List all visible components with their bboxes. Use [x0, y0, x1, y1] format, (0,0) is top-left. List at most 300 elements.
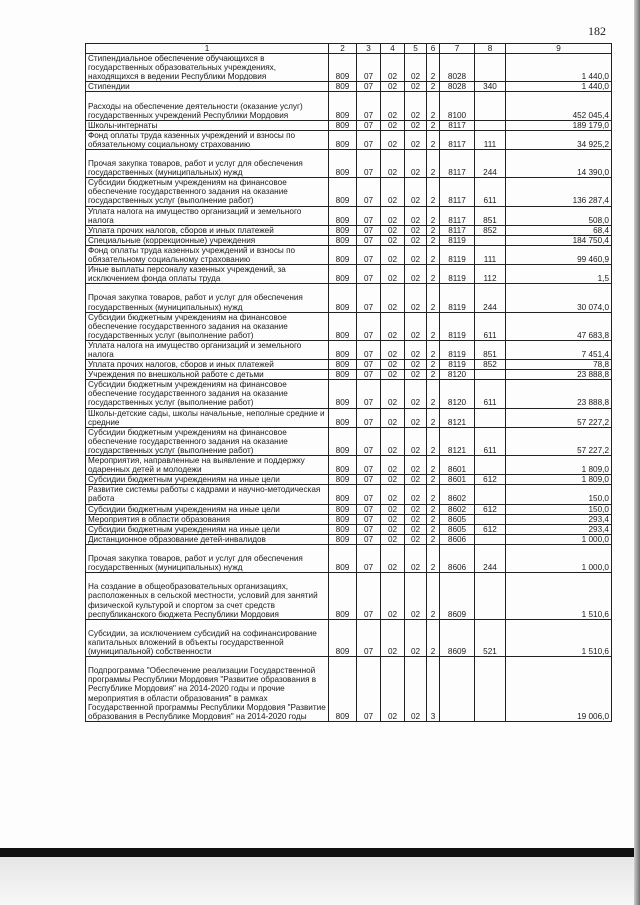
scan-bottom-edge	[0, 848, 640, 857]
row-ministry-code: 809	[329, 544, 357, 572]
row-name: Развитие системы работы с кадрами и научно-методическая работа	[86, 485, 329, 504]
row-name: Уплата налога на имущество организаций и земельного налога	[86, 340, 329, 359]
row-section-code: 07	[357, 130, 381, 149]
row-name: Мероприятия, направленные на выявление и поддержку одаренных детей и молодежи	[86, 456, 329, 475]
row-subsection-code: 02	[381, 92, 405, 120]
row-section-code: 07	[357, 284, 381, 312]
row-subsection-code: 02	[381, 485, 405, 504]
table-row	[86, 284, 612, 312]
table-row	[86, 360, 612, 370]
row-amount: 78,8	[506, 360, 612, 370]
row-program-code: 02	[405, 92, 427, 120]
row-program-code: 02	[405, 206, 427, 225]
table-row	[86, 619, 612, 656]
row-target-code: 8119	[440, 265, 475, 284]
row-expense-type-code	[475, 657, 506, 722]
row-target-code: 8605	[440, 514, 475, 524]
table-row	[86, 514, 612, 524]
row-subprogram-code: 2	[427, 427, 440, 455]
table-row	[86, 380, 612, 408]
row-amount: 1 000,0	[506, 534, 612, 544]
row-target-code: 8117	[440, 120, 475, 130]
table-row	[86, 235, 612, 245]
row-amount: 57 227,2	[506, 427, 612, 455]
row-expense-type-code	[475, 456, 506, 475]
row-target-code	[440, 657, 475, 722]
row-program-code: 02	[405, 149, 427, 177]
row-subprogram-code: 2	[427, 408, 440, 427]
row-subprogram-code: 2	[427, 475, 440, 485]
row-subsection-code: 02	[381, 524, 405, 534]
row-program-code: 02	[405, 408, 427, 427]
row-name: Школы-интернаты	[86, 120, 329, 130]
row-section-code: 07	[357, 360, 381, 370]
row-expense-type-code: 611	[475, 427, 506, 455]
row-program-code: 02	[405, 370, 427, 380]
row-subsection-code: 02	[381, 573, 405, 620]
row-ministry-code: 809	[329, 312, 357, 340]
row-subsection-code: 02	[381, 149, 405, 177]
row-section-code: 07	[357, 524, 381, 534]
row-target-code: 8601	[440, 475, 475, 485]
row-name: Школы-детские сады, школы начальные, неполные средние и средние	[86, 408, 329, 427]
row-subsection-code: 02	[381, 514, 405, 524]
row-section-code: 07	[357, 265, 381, 284]
row-subsection-code: 02	[381, 130, 405, 149]
row-ministry-code: 809	[329, 524, 357, 534]
row-subprogram-code: 2	[427, 235, 440, 245]
row-expense-type-code	[475, 408, 506, 427]
row-name: Уплата налога на имущество организаций и земельного налога	[86, 206, 329, 225]
table-row	[86, 206, 612, 225]
row-target-code: 8602	[440, 504, 475, 514]
row-subsection-code: 02	[381, 380, 405, 408]
table-row	[86, 92, 612, 120]
row-program-code: 02	[405, 245, 427, 264]
row-program-code: 02	[405, 54, 427, 82]
row-subprogram-code: 2	[427, 456, 440, 475]
col-header-subsection: 4	[381, 44, 405, 54]
row-ministry-code: 809	[329, 456, 357, 475]
row-section-code: 07	[357, 225, 381, 235]
row-section-code: 07	[357, 544, 381, 572]
row-ministry-code: 809	[329, 504, 357, 514]
table-row	[86, 178, 612, 206]
row-amount: 1 510,6	[506, 619, 612, 656]
row-expense-type-code	[475, 514, 506, 524]
row-target-code: 8119	[440, 245, 475, 264]
row-expense-type-code	[475, 120, 506, 130]
row-expense-type-code	[475, 92, 506, 120]
table-row	[86, 54, 612, 82]
row-section-code: 07	[357, 370, 381, 380]
col-header-program: 5	[405, 44, 427, 54]
row-section-code: 07	[357, 149, 381, 177]
table-header-row	[86, 44, 612, 54]
row-subsection-code: 02	[381, 312, 405, 340]
row-subsection-code: 02	[381, 360, 405, 370]
row-target-code: 8117	[440, 130, 475, 149]
row-amount: 23 888,8	[506, 370, 612, 380]
row-name: Субсидии бюджетным учреждениям на иные цели	[86, 504, 329, 514]
row-subsection-code: 02	[381, 340, 405, 359]
row-ministry-code: 809	[329, 408, 357, 427]
row-amount: 68,4	[506, 225, 612, 235]
row-program-code: 02	[405, 485, 427, 504]
table-row	[86, 120, 612, 130]
row-amount: 99 460,9	[506, 245, 612, 264]
row-subsection-code: 02	[381, 235, 405, 245]
row-program-code: 02	[405, 360, 427, 370]
row-program-code: 02	[405, 178, 427, 206]
row-subsection-code: 02	[381, 456, 405, 475]
row-target-code: 8028	[440, 54, 475, 82]
row-subprogram-code: 2	[427, 82, 440, 92]
row-expense-type-code: 521	[475, 619, 506, 656]
row-ministry-code: 809	[329, 265, 357, 284]
row-program-code: 02	[405, 504, 427, 514]
row-target-code: 8117	[440, 225, 475, 235]
row-subsection-code: 02	[381, 284, 405, 312]
row-subsection-code: 02	[381, 427, 405, 455]
row-name: Субсидии бюджетным учреждениям на иные цели	[86, 524, 329, 534]
row-subprogram-code: 2	[427, 485, 440, 504]
row-subprogram-code: 2	[427, 380, 440, 408]
row-expense-type-code: 244	[475, 149, 506, 177]
table-row	[86, 475, 612, 485]
row-program-code: 02	[405, 82, 427, 92]
row-section-code: 07	[357, 485, 381, 504]
row-amount: 47 683,8	[506, 312, 612, 340]
row-target-code: 8606	[440, 534, 475, 544]
row-subsection-code: 02	[381, 657, 405, 722]
row-program-code: 02	[405, 456, 427, 475]
table-row	[86, 544, 612, 572]
row-subprogram-code: 2	[427, 284, 440, 312]
row-name: Субсидии бюджетным учреждениям на иные цели	[86, 475, 329, 485]
table-row	[86, 524, 612, 534]
table-row	[86, 245, 612, 264]
row-name: Мероприятия в области образования	[86, 514, 329, 524]
row-program-code: 02	[405, 130, 427, 149]
row-program-code: 02	[405, 284, 427, 312]
row-name: Иные выплаты персоналу казенных учреждений, за исключением фонда оплаты труда	[86, 265, 329, 284]
row-amount: 23 888,8	[506, 380, 612, 408]
row-subsection-code: 02	[381, 178, 405, 206]
table-row	[86, 312, 612, 340]
row-section-code: 07	[357, 475, 381, 485]
row-section-code: 07	[357, 54, 381, 82]
table-row	[86, 340, 612, 359]
row-target-code: 8609	[440, 573, 475, 620]
row-target-code: 8028	[440, 82, 475, 92]
row-subsection-code: 02	[381, 265, 405, 284]
row-section-code: 07	[357, 82, 381, 92]
row-section-code: 07	[357, 245, 381, 264]
row-amount: 508,0	[506, 206, 612, 225]
row-subsection-code: 02	[381, 225, 405, 235]
row-name: Субсидии бюджетным учреждениям на финансовое обеспечение государственного задания на оказание государственных услуг (выполнение работ)	[86, 427, 329, 455]
row-subprogram-code: 2	[427, 524, 440, 534]
scan-bottom-shade	[0, 857, 640, 905]
row-ministry-code: 809	[329, 245, 357, 264]
row-target-code: 8119	[440, 312, 475, 340]
row-ministry-code: 809	[329, 380, 357, 408]
row-target-code: 8119	[440, 360, 475, 370]
row-subprogram-code: 3	[427, 657, 440, 722]
row-expense-type-code: 612	[475, 475, 506, 485]
table-row	[86, 225, 612, 235]
row-ministry-code: 809	[329, 427, 357, 455]
row-expense-type-code: 244	[475, 544, 506, 572]
row-subprogram-code: 2	[427, 225, 440, 235]
col-header-amount: 9	[506, 44, 612, 54]
scan-right-edge	[634, 0, 640, 905]
row-amount: 452 045,4	[506, 92, 612, 120]
row-target-code: 8606	[440, 544, 475, 572]
row-section-code: 07	[357, 380, 381, 408]
row-section-code: 07	[357, 206, 381, 225]
row-name: Учреждения по внешкольной работе с детьми	[86, 370, 329, 380]
row-name: Прочая закупка товаров, работ и услуг для обеспечения государственных (муниципальных) нужд	[86, 284, 329, 312]
row-name: На создание в общеобразовательных организациях, расположенных в сельской местности, условий для занятий физической культурой и спортом за счет средств республиканского бюджета Республики Мордовия	[86, 573, 329, 620]
row-subsection-code: 02	[381, 619, 405, 656]
row-program-code: 02	[405, 573, 427, 620]
row-expense-type-code: 852	[475, 225, 506, 235]
row-target-code: 8602	[440, 485, 475, 504]
row-amount: 1 510,6	[506, 573, 612, 620]
row-subsection-code: 02	[381, 544, 405, 572]
row-target-code: 8117	[440, 206, 475, 225]
row-name: Стипендиальное обеспечение обучающихся в государственных образовательных учреждениях, находящихся в ведении Республики Мордовия	[86, 54, 329, 82]
row-amount: 7 451,4	[506, 340, 612, 359]
row-section-code: 07	[357, 92, 381, 120]
row-section-code: 07	[357, 456, 381, 475]
row-name: Стипендии	[86, 82, 329, 92]
row-subsection-code: 02	[381, 120, 405, 130]
row-subprogram-code: 2	[427, 573, 440, 620]
row-subsection-code: 02	[381, 504, 405, 514]
row-expense-type-code: 612	[475, 504, 506, 514]
row-section-code: 07	[357, 340, 381, 359]
row-amount: 1,5	[506, 265, 612, 284]
table-row	[86, 130, 612, 149]
row-amount: 150,0	[506, 504, 612, 514]
row-name: Уплата прочих налогов, сборов и иных платежей	[86, 360, 329, 370]
row-program-code: 02	[405, 619, 427, 656]
row-ministry-code: 809	[329, 206, 357, 225]
row-expense-type-code: 112	[475, 265, 506, 284]
row-subsection-code: 02	[381, 408, 405, 427]
row-subsection-code: 02	[381, 82, 405, 92]
row-name: Специальные (коррекционные) учреждения	[86, 235, 329, 245]
row-target-code: 8117	[440, 149, 475, 177]
row-target-code: 8100	[440, 92, 475, 120]
row-program-code: 02	[405, 514, 427, 524]
row-amount: 1 809,0	[506, 456, 612, 475]
row-expense-type-code: 851	[475, 340, 506, 359]
row-section-code: 07	[357, 534, 381, 544]
row-subprogram-code: 2	[427, 544, 440, 572]
row-subsection-code: 02	[381, 370, 405, 380]
row-ministry-code: 809	[329, 573, 357, 620]
row-ministry-code: 809	[329, 92, 357, 120]
row-subprogram-code: 2	[427, 178, 440, 206]
row-target-code: 8601	[440, 456, 475, 475]
row-program-code: 02	[405, 524, 427, 534]
row-expense-type-code: 111	[475, 130, 506, 149]
row-target-code: 8120	[440, 370, 475, 380]
row-subprogram-code: 2	[427, 92, 440, 120]
table-row	[86, 657, 612, 722]
table-row	[86, 427, 612, 455]
row-expense-type-code: 340	[475, 82, 506, 92]
row-expense-type-code	[475, 534, 506, 544]
row-ministry-code: 809	[329, 235, 357, 245]
row-ministry-code: 809	[329, 54, 357, 82]
row-expense-type-code: 611	[475, 312, 506, 340]
table-row	[86, 149, 612, 177]
row-section-code: 07	[357, 619, 381, 656]
row-section-code: 07	[357, 514, 381, 524]
row-target-code: 8121	[440, 427, 475, 455]
col-header-ministry: 2	[329, 44, 357, 54]
row-ministry-code: 809	[329, 120, 357, 130]
col-header-section: 3	[357, 44, 381, 54]
row-ministry-code: 809	[329, 340, 357, 359]
row-section-code: 07	[357, 120, 381, 130]
row-expense-type-code	[475, 54, 506, 82]
row-subprogram-code: 2	[427, 54, 440, 82]
row-expense-type-code	[475, 485, 506, 504]
row-program-code: 02	[405, 544, 427, 572]
row-program-code: 02	[405, 120, 427, 130]
row-target-code: 8119	[440, 340, 475, 359]
row-program-code: 02	[405, 225, 427, 235]
row-program-code: 02	[405, 380, 427, 408]
row-target-code: 8119	[440, 235, 475, 245]
col-header-target: 7	[440, 44, 475, 54]
row-expense-type-code: 612	[475, 524, 506, 534]
row-expense-type-code: 611	[475, 380, 506, 408]
row-program-code: 02	[405, 657, 427, 722]
row-program-code: 02	[405, 312, 427, 340]
row-amount: 1 440,0	[506, 82, 612, 92]
row-target-code: 8117	[440, 178, 475, 206]
row-ministry-code: 809	[329, 360, 357, 370]
row-expense-type-code	[475, 573, 506, 620]
row-ministry-code: 809	[329, 178, 357, 206]
row-ministry-code: 809	[329, 82, 357, 92]
page-number: 182	[588, 24, 606, 38]
row-expense-type-code: 611	[475, 178, 506, 206]
row-expense-type-code: 244	[475, 284, 506, 312]
row-name: Субсидии бюджетным учреждениям на финансовое обеспечение государственного задания на оказание государственных услуг (выполнение работ)	[86, 178, 329, 206]
row-amount: 14 390,0	[506, 149, 612, 177]
row-target-code: 8609	[440, 619, 475, 656]
row-ministry-code: 809	[329, 225, 357, 235]
row-amount: 57 227,2	[506, 408, 612, 427]
row-subprogram-code: 2	[427, 619, 440, 656]
col-header-name: 1	[86, 44, 329, 54]
row-amount: 1 000,0	[506, 544, 612, 572]
row-ministry-code: 809	[329, 284, 357, 312]
row-name: Субсидии, за исключением субсидий на софинансирование капитальных вложений в объекты государственной (муниципальной) собственности	[86, 619, 329, 656]
table-row	[86, 504, 612, 514]
row-amount: 293,4	[506, 524, 612, 534]
row-subsection-code: 02	[381, 54, 405, 82]
row-ministry-code: 809	[329, 657, 357, 722]
row-expense-type-code	[475, 235, 506, 245]
row-amount: 293,4	[506, 514, 612, 524]
row-name: Фонд оплаты труда казенных учреждений и взносы по обязательному социальному страхованию	[86, 130, 329, 149]
row-program-code: 02	[405, 265, 427, 284]
col-header-subprogram: 6	[427, 44, 440, 54]
row-subsection-code: 02	[381, 475, 405, 485]
row-section-code: 07	[357, 573, 381, 620]
row-name: Расходы на обеспечение деятельности (оказание услуг) государственных учреждений Республики Мордовия	[86, 92, 329, 120]
row-expense-type-code: 851	[475, 206, 506, 225]
row-subprogram-code: 2	[427, 534, 440, 544]
row-subprogram-code: 2	[427, 120, 440, 130]
row-subprogram-code: 2	[427, 245, 440, 264]
row-ministry-code: 809	[329, 534, 357, 544]
row-target-code: 8119	[440, 284, 475, 312]
row-ministry-code: 809	[329, 149, 357, 177]
row-name: Субсидии бюджетным учреждениям на финансовое обеспечение государственного задания на оказание государственных услуг (выполнение работ)	[86, 380, 329, 408]
row-amount: 1 440,0	[506, 54, 612, 82]
row-name: Подпрограмма "Обеспечение реализации Государственной программы Республики Мордовия "Развитие образования в Республике Мордовия" на 2014-2020 годы и прочие мероприятия в области образования" в рамках Государственной программы Республики Мордовия "Развитие образования в Республике Мордовия" на 2014-2020 годы	[86, 657, 329, 722]
row-amount: 1 809,0	[506, 475, 612, 485]
row-ministry-code: 809	[329, 370, 357, 380]
budget-table	[85, 43, 612, 722]
row-ministry-code: 809	[329, 619, 357, 656]
row-name: Прочая закупка товаров, работ и услуг для обеспечения государственных (муниципальных) нужд	[86, 544, 329, 572]
row-subsection-code: 02	[381, 534, 405, 544]
row-amount: 184 750,4	[506, 235, 612, 245]
row-subprogram-code: 2	[427, 312, 440, 340]
row-amount: 150,0	[506, 485, 612, 504]
row-subprogram-code: 2	[427, 206, 440, 225]
row-section-code: 07	[357, 408, 381, 427]
table-row	[86, 408, 612, 427]
row-ministry-code: 809	[329, 475, 357, 485]
row-expense-type-code: 852	[475, 360, 506, 370]
row-expense-type-code: 111	[475, 245, 506, 264]
row-subsection-code: 02	[381, 206, 405, 225]
row-subprogram-code: 2	[427, 130, 440, 149]
row-program-code: 02	[405, 235, 427, 245]
row-target-code: 8120	[440, 380, 475, 408]
row-subsection-code: 02	[381, 245, 405, 264]
table-row	[86, 82, 612, 92]
table-row	[86, 370, 612, 380]
row-subprogram-code: 2	[427, 265, 440, 284]
row-name: Уплата прочих налогов, сборов и иных платежей	[86, 225, 329, 235]
row-name: Прочая закупка товаров, работ и услуг для обеспечения государственных (муниципальных) нужд	[86, 149, 329, 177]
row-program-code: 02	[405, 534, 427, 544]
row-ministry-code: 809	[329, 130, 357, 149]
row-amount: 136 287,4	[506, 178, 612, 206]
row-amount: 19 006,0	[506, 657, 612, 722]
row-section-code: 07	[357, 178, 381, 206]
row-section-code: 07	[357, 504, 381, 514]
row-program-code: 02	[405, 340, 427, 359]
row-section-code: 07	[357, 312, 381, 340]
row-program-code: 02	[405, 427, 427, 455]
row-section-code: 07	[357, 235, 381, 245]
col-header-expense-type: 8	[475, 44, 506, 54]
